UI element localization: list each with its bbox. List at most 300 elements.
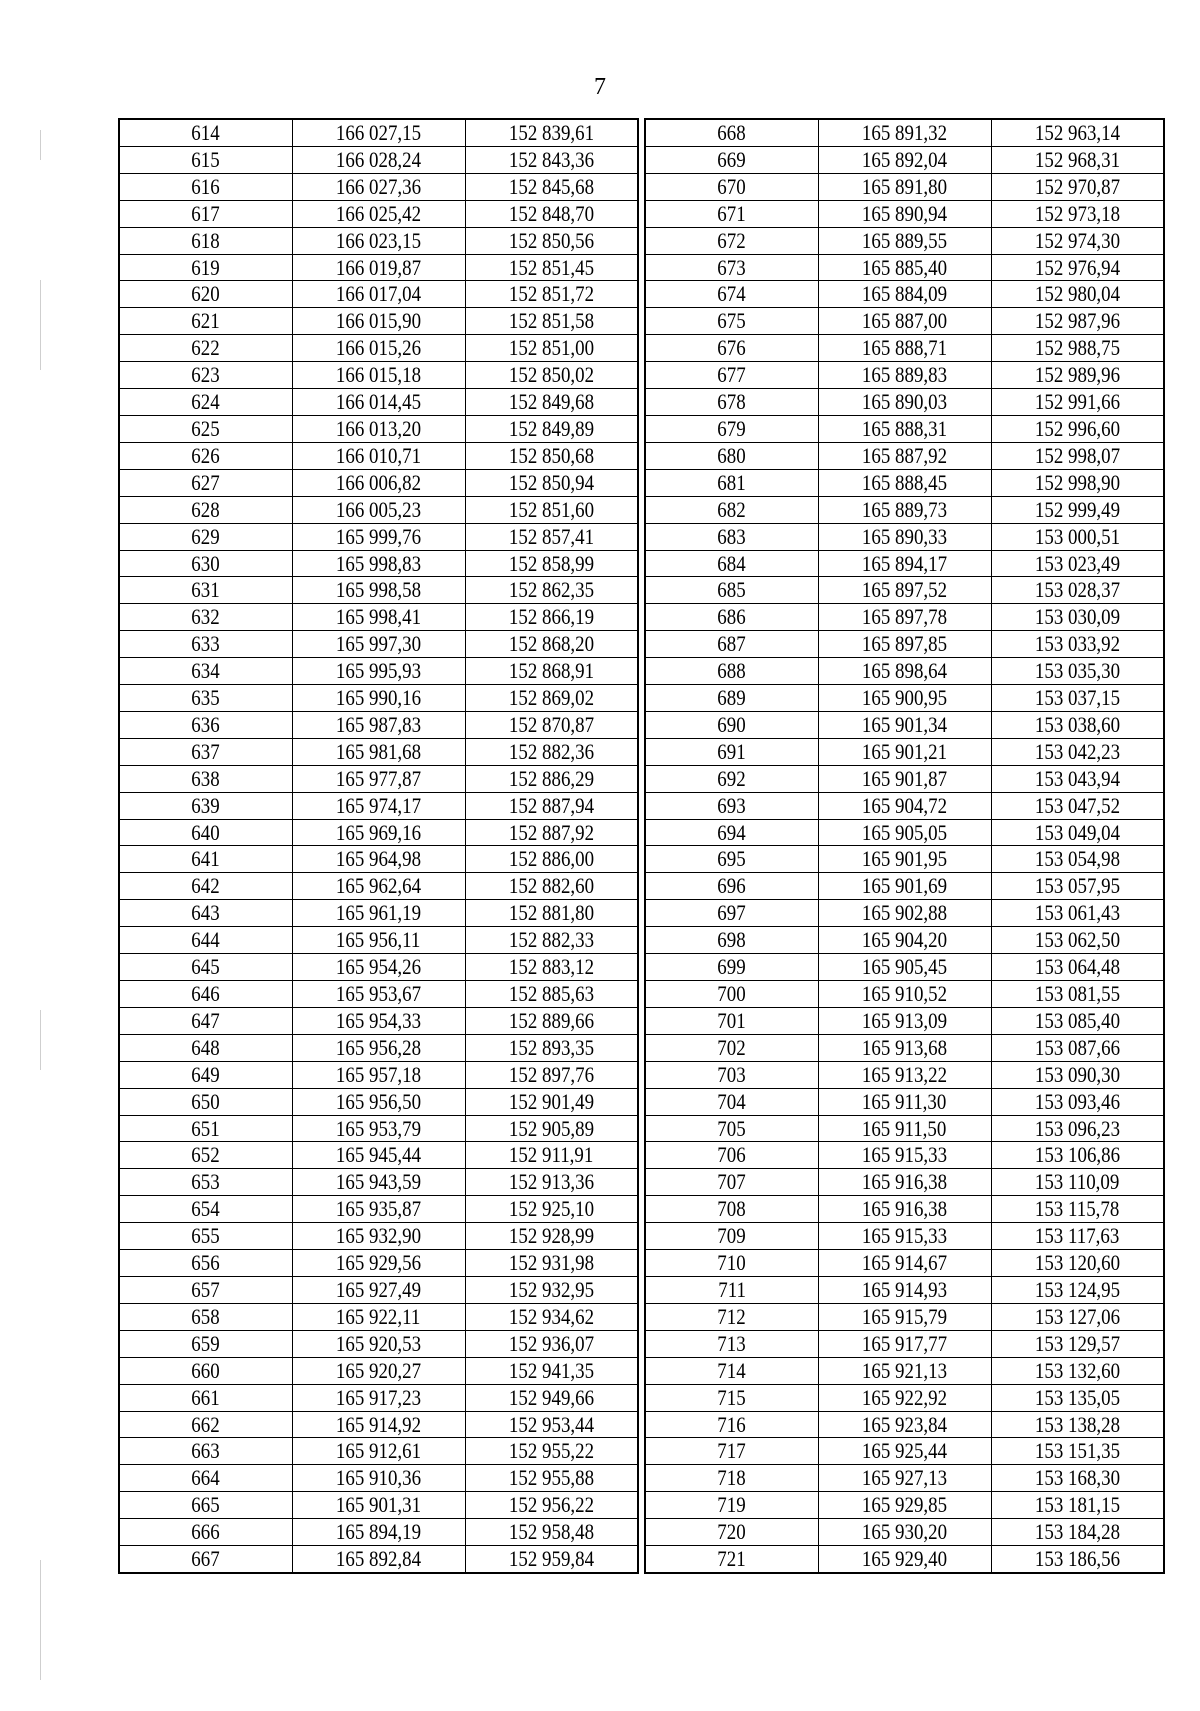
- cell-text: 165 897,52: [861, 577, 948, 603]
- cell-text: 152 991,66: [1034, 389, 1120, 415]
- table-row: [645, 146, 1164, 173]
- table-row: [119, 362, 638, 389]
- y-coordinate-cell: [465, 711, 638, 738]
- cell-text: 153 043,94: [1034, 765, 1120, 791]
- point-number-cell: [645, 442, 818, 469]
- cell-text: 152 934,62: [508, 1303, 594, 1329]
- y-coordinate-cell: [465, 173, 638, 200]
- cell-text: 165 929,40: [861, 1546, 948, 1572]
- table-row: [119, 146, 638, 173]
- point-number-cell: [119, 1465, 292, 1492]
- point-number-cell: [645, 819, 818, 846]
- y-coordinate-cell: [991, 792, 1164, 819]
- point-number-cell: [645, 765, 818, 792]
- y-coordinate-cell: [991, 119, 1164, 146]
- y-coordinate-cell: [991, 658, 1164, 685]
- cell-text: 165 995,93: [335, 658, 422, 684]
- y-coordinate-cell: [991, 1007, 1164, 1034]
- point-number-cell: [119, 631, 292, 658]
- point-number-cell: [645, 415, 818, 442]
- x-coordinate-cell: [292, 819, 465, 846]
- x-coordinate-cell: [292, 1546, 465, 1573]
- cell-text: 153 035,30: [1034, 658, 1120, 684]
- x-coordinate-cell: [292, 281, 465, 308]
- point-number-cell: [645, 1250, 818, 1277]
- point-number-cell: [119, 173, 292, 200]
- cell-text: 152 882,33: [508, 927, 594, 953]
- cell-text: 661: [191, 1384, 220, 1410]
- cell-text: 165 932,90: [335, 1223, 422, 1249]
- x-coordinate-cell: [818, 1169, 991, 1196]
- point-number-cell: [119, 1250, 292, 1277]
- table-row: [645, 173, 1164, 200]
- cell-text: 153 023,49: [1034, 550, 1120, 576]
- x-coordinate-cell: [818, 1438, 991, 1465]
- cell-text: 678: [717, 389, 746, 415]
- y-coordinate-cell: [465, 200, 638, 227]
- cell-text: 619: [191, 254, 220, 280]
- table-row: [645, 792, 1164, 819]
- table-row: [119, 981, 638, 1008]
- cell-text: 166 014,45: [335, 389, 422, 415]
- table-row: [119, 604, 638, 631]
- x-coordinate-cell: [292, 1357, 465, 1384]
- point-number-cell: [119, 1357, 292, 1384]
- cell-text: 649: [191, 1061, 220, 1087]
- cell-text: 664: [191, 1465, 220, 1491]
- x-coordinate-cell: [818, 1007, 991, 1034]
- point-number-cell: [645, 362, 818, 389]
- cell-text: 166 015,18: [335, 362, 422, 388]
- point-number-cell: [119, 604, 292, 631]
- y-coordinate-cell: [465, 362, 638, 389]
- y-coordinate-cell: [991, 1250, 1164, 1277]
- cell-text: 166 006,82: [335, 469, 422, 495]
- y-coordinate-cell: [465, 1438, 638, 1465]
- point-number-cell: [119, 1303, 292, 1330]
- x-coordinate-cell: [818, 738, 991, 765]
- point-number-cell: [645, 1061, 818, 1088]
- cell-text: 165 890,94: [861, 200, 948, 226]
- point-number-cell: [119, 1223, 292, 1250]
- scan-margin-mark: [40, 1010, 41, 1070]
- cell-text: 165 888,31: [861, 415, 948, 441]
- table-row: [119, 1411, 638, 1438]
- cell-text: 152 911,91: [509, 1142, 594, 1168]
- point-number-cell: [645, 523, 818, 550]
- point-number-cell: [119, 846, 292, 873]
- cell-text: 717: [717, 1438, 746, 1464]
- cell-text: 627: [191, 469, 220, 495]
- table-row: [119, 631, 638, 658]
- y-coordinate-cell: [465, 981, 638, 1008]
- cell-text: 633: [191, 631, 220, 657]
- cell-text: 153 135,05: [1034, 1384, 1120, 1410]
- table-row: [645, 1519, 1164, 1546]
- y-coordinate-cell: [991, 604, 1164, 631]
- y-coordinate-cell: [991, 308, 1164, 335]
- y-coordinate-cell: [991, 1303, 1164, 1330]
- y-coordinate-cell: [465, 1115, 638, 1142]
- cell-text: 153 090,30: [1034, 1061, 1120, 1087]
- y-coordinate-cell: [991, 631, 1164, 658]
- point-number-cell: [645, 1330, 818, 1357]
- cell-text: 152 882,36: [508, 738, 594, 764]
- point-number-cell: [645, 900, 818, 927]
- x-coordinate-cell: [292, 1411, 465, 1438]
- table-row: [645, 442, 1164, 469]
- table-row: [645, 254, 1164, 281]
- table-row: [645, 685, 1164, 712]
- cell-text: 165 901,69: [861, 873, 948, 899]
- cell-text: 153 181,15: [1034, 1492, 1120, 1518]
- point-number-cell: [119, 415, 292, 442]
- scan-margin-mark: [40, 130, 41, 160]
- table-row: [645, 227, 1164, 254]
- point-number-cell: [645, 658, 818, 685]
- table-row: [645, 469, 1164, 496]
- y-coordinate-cell: [991, 819, 1164, 846]
- y-coordinate-cell: [465, 335, 638, 362]
- point-number-cell: [119, 873, 292, 900]
- cell-text: 166 025,42: [335, 200, 422, 226]
- cell-text: 707: [717, 1169, 746, 1195]
- table-row: [119, 254, 638, 281]
- point-number-cell: [645, 604, 818, 631]
- x-coordinate-cell: [292, 200, 465, 227]
- cell-text: 629: [191, 523, 220, 549]
- x-coordinate-cell: [818, 577, 991, 604]
- table-row: [119, 1330, 638, 1357]
- table-row: [119, 1546, 638, 1573]
- cell-text: 152 850,94: [508, 469, 594, 495]
- x-coordinate-cell: [292, 1438, 465, 1465]
- point-number-cell: [119, 308, 292, 335]
- point-number-cell: [645, 738, 818, 765]
- cell-text: 712: [717, 1303, 746, 1329]
- cell-text: 640: [191, 819, 220, 845]
- y-coordinate-cell: [991, 1384, 1164, 1411]
- cell-text: 152 901,49: [508, 1088, 594, 1114]
- x-coordinate-cell: [818, 1357, 991, 1384]
- cell-text: 152 886,00: [508, 846, 594, 872]
- point-number-cell: [119, 550, 292, 577]
- cell-text: 716: [717, 1411, 746, 1437]
- point-number-cell: [645, 173, 818, 200]
- cell-text: 152 932,95: [508, 1276, 594, 1302]
- cell-text: 165 921,13: [861, 1357, 948, 1383]
- point-number-cell: [645, 981, 818, 1008]
- y-coordinate-cell: [465, 1142, 638, 1169]
- table-row: [645, 200, 1164, 227]
- point-number-cell: [645, 792, 818, 819]
- y-coordinate-cell: [991, 577, 1164, 604]
- point-number-cell: [119, 1519, 292, 1546]
- cell-text: 152 980,04: [1034, 281, 1120, 307]
- x-coordinate-cell: [292, 1034, 465, 1061]
- point-number-cell: [119, 1411, 292, 1438]
- table-row: [119, 469, 638, 496]
- y-coordinate-cell: [465, 389, 638, 416]
- cell-text: 679: [717, 415, 746, 441]
- point-number-cell: [645, 954, 818, 981]
- cell-text: 165 901,31: [335, 1492, 422, 1518]
- cell-text: 165 956,28: [335, 1034, 422, 1060]
- y-coordinate-cell: [991, 1169, 1164, 1196]
- table-row: [119, 765, 638, 792]
- cell-text: 152 886,29: [508, 765, 594, 791]
- cell-text: 165 953,67: [335, 981, 422, 1006]
- cell-text: 153 062,50: [1034, 927, 1120, 953]
- cell-text: 665: [191, 1492, 220, 1518]
- table-row: [119, 738, 638, 765]
- y-coordinate-cell: [991, 738, 1164, 765]
- point-number-cell: [645, 1196, 818, 1223]
- cell-text: 697: [717, 900, 746, 926]
- table-row: [645, 1061, 1164, 1088]
- x-coordinate-cell: [818, 1330, 991, 1357]
- cell-text: 615: [191, 146, 220, 172]
- cell-text: 153 057,95: [1034, 873, 1120, 899]
- cell-text: 721: [717, 1546, 746, 1572]
- cell-text: 165 915,33: [861, 1142, 948, 1168]
- cell-text: 165 884,09: [861, 281, 948, 307]
- x-coordinate-cell: [292, 550, 465, 577]
- point-number-cell: [119, 954, 292, 981]
- cell-text: 165 997,30: [335, 631, 422, 657]
- cell-text: 166 015,90: [335, 308, 422, 334]
- cell-text: 152 989,96: [1034, 362, 1120, 388]
- x-coordinate-cell: [818, 1411, 991, 1438]
- cell-text: 642: [191, 873, 220, 899]
- table-row: [119, 1276, 638, 1303]
- y-coordinate-cell: [465, 146, 638, 173]
- x-coordinate-cell: [818, 415, 991, 442]
- y-coordinate-cell: [465, 1465, 638, 1492]
- y-coordinate-cell: [991, 1519, 1164, 1546]
- cell-text: 152 928,99: [508, 1223, 594, 1249]
- table-row: [119, 550, 638, 577]
- point-number-cell: [119, 389, 292, 416]
- table-row: [119, 1142, 638, 1169]
- table-row: [645, 1196, 1164, 1223]
- cell-text: 670: [717, 173, 746, 199]
- cell-text: 702: [717, 1034, 746, 1060]
- x-coordinate-cell: [292, 469, 465, 496]
- x-coordinate-cell: [292, 254, 465, 281]
- cell-text: 153 037,15: [1034, 685, 1120, 711]
- cell-text: 166 019,87: [335, 254, 422, 280]
- cell-text: 701: [717, 1007, 746, 1033]
- cell-text: 152 850,56: [508, 227, 594, 253]
- point-number-cell: [119, 1088, 292, 1115]
- point-number-cell: [119, 496, 292, 523]
- table-row: [645, 927, 1164, 954]
- x-coordinate-cell: [292, 1223, 465, 1250]
- cell-text: 152 851,00: [508, 335, 594, 361]
- cell-text: 152 882,60: [508, 873, 594, 899]
- cell-text: 165 894,19: [335, 1519, 422, 1545]
- point-number-cell: [645, 254, 818, 281]
- y-coordinate-cell: [465, 469, 638, 496]
- table-row: [119, 1007, 638, 1034]
- table-row: [119, 685, 638, 712]
- cell-text: 153 168,30: [1034, 1465, 1120, 1491]
- table-row: [645, 523, 1164, 550]
- cell-text: 152 889,66: [508, 1007, 594, 1033]
- table-row: [645, 1411, 1164, 1438]
- x-coordinate-cell: [818, 442, 991, 469]
- cell-text: 165 998,41: [335, 604, 422, 630]
- x-coordinate-cell: [818, 1384, 991, 1411]
- x-coordinate-cell: [818, 1465, 991, 1492]
- cell-text: 152 893,35: [508, 1034, 594, 1060]
- x-coordinate-cell: [292, 1519, 465, 1546]
- cell-text: 152 956,22: [508, 1492, 594, 1518]
- cell-text: 706: [717, 1142, 746, 1168]
- point-number-cell: [119, 1115, 292, 1142]
- cell-text: 714: [717, 1357, 746, 1383]
- x-coordinate-cell: [818, 362, 991, 389]
- y-coordinate-cell: [991, 1546, 1164, 1573]
- cell-text: 153 120,60: [1034, 1250, 1120, 1276]
- table-row: [645, 496, 1164, 523]
- point-number-cell: [645, 1169, 818, 1196]
- cell-text: 165 957,18: [335, 1061, 422, 1087]
- y-coordinate-cell: [991, 927, 1164, 954]
- table-row: [645, 1330, 1164, 1357]
- point-number-cell: [119, 577, 292, 604]
- point-number-cell: [645, 1276, 818, 1303]
- y-coordinate-cell: [991, 846, 1164, 873]
- table-row: [645, 1276, 1164, 1303]
- cell-text: 153 047,52: [1034, 792, 1120, 818]
- scan-margin-mark: [40, 1560, 41, 1680]
- point-number-cell: [645, 846, 818, 873]
- y-coordinate-cell: [991, 711, 1164, 738]
- x-coordinate-cell: [818, 1034, 991, 1061]
- cell-text: 719: [717, 1492, 746, 1518]
- cell-text: 624: [191, 389, 220, 415]
- cell-text: 166 017,04: [335, 281, 422, 307]
- y-coordinate-cell: [991, 1330, 1164, 1357]
- cell-text: 165 922,92: [861, 1384, 948, 1410]
- cell-text: 152 925,10: [508, 1196, 594, 1222]
- cell-text: 645: [191, 954, 220, 980]
- table-row: [119, 200, 638, 227]
- cell-text: 153 081,55: [1034, 981, 1120, 1006]
- cell-text: 708: [717, 1196, 746, 1222]
- x-coordinate-cell: [292, 1007, 465, 1034]
- table-row: [645, 362, 1164, 389]
- cell-text: 165 964,98: [335, 846, 422, 872]
- cell-text: 165 901,34: [861, 711, 948, 737]
- table-row: [119, 1088, 638, 1115]
- table-row: [645, 604, 1164, 631]
- x-coordinate-cell: [292, 1169, 465, 1196]
- cell-text: 675: [717, 308, 746, 334]
- cell-text: 153 064,48: [1034, 954, 1120, 980]
- cell-text: 153 106,86: [1034, 1142, 1120, 1168]
- cell-text: 165 917,23: [335, 1384, 422, 1410]
- y-coordinate-cell: [465, 415, 638, 442]
- y-coordinate-cell: [465, 604, 638, 631]
- cell-text: 165 977,87: [335, 765, 422, 791]
- y-coordinate-cell: [465, 765, 638, 792]
- x-coordinate-cell: [292, 846, 465, 873]
- point-number-cell: [645, 1034, 818, 1061]
- point-number-cell: [119, 523, 292, 550]
- x-coordinate-cell: [292, 577, 465, 604]
- x-coordinate-cell: [818, 335, 991, 362]
- y-coordinate-cell: [991, 685, 1164, 712]
- x-coordinate-cell: [292, 900, 465, 927]
- cell-text: 152 976,94: [1034, 254, 1120, 280]
- point-number-cell: [645, 1384, 818, 1411]
- table-row: [119, 819, 638, 846]
- cell-text: 165 943,59: [335, 1169, 422, 1195]
- y-coordinate-cell: [465, 119, 638, 146]
- y-coordinate-cell: [991, 254, 1164, 281]
- y-coordinate-cell: [465, 254, 638, 281]
- cell-text: 166 028,24: [335, 146, 422, 172]
- x-coordinate-cell: [292, 1061, 465, 1088]
- cell-text: 165 974,17: [335, 792, 422, 818]
- cell-text: 668: [717, 120, 746, 145]
- table-row: [645, 1465, 1164, 1492]
- table-row: [119, 1250, 638, 1277]
- y-coordinate-cell: [465, 308, 638, 335]
- table-row: [119, 954, 638, 981]
- table-row: [645, 1007, 1164, 1034]
- cell-text: 655: [191, 1223, 220, 1249]
- cell-text: 621: [191, 308, 220, 334]
- cell-text: 639: [191, 792, 220, 818]
- cell-text: 718: [717, 1465, 746, 1491]
- cell-text: 650: [191, 1088, 220, 1114]
- cell-text: 153 038,60: [1034, 711, 1120, 737]
- cell-text: 165 885,40: [861, 254, 948, 280]
- point-number-cell: [119, 362, 292, 389]
- y-coordinate-cell: [991, 765, 1164, 792]
- y-coordinate-cell: [465, 227, 638, 254]
- y-coordinate-cell: [465, 738, 638, 765]
- cell-text: 165 990,16: [335, 685, 422, 711]
- cell-text: 153 184,28: [1034, 1519, 1120, 1545]
- point-number-cell: [645, 335, 818, 362]
- point-number-cell: [119, 685, 292, 712]
- table-row: [645, 658, 1164, 685]
- x-coordinate-cell: [292, 362, 465, 389]
- cell-text: 152 897,76: [508, 1061, 594, 1087]
- cell-text: 152 862,35: [508, 577, 594, 603]
- x-coordinate-cell: [818, 981, 991, 1008]
- cell-text: 165 935,87: [335, 1196, 422, 1222]
- cell-text: 165 910,36: [335, 1465, 422, 1491]
- table-row: [119, 335, 638, 362]
- y-coordinate-cell: [991, 335, 1164, 362]
- cell-text: 165 915,33: [861, 1223, 948, 1249]
- cell-text: 623: [191, 362, 220, 388]
- x-coordinate-cell: [292, 415, 465, 442]
- cell-text: 152 849,89: [508, 415, 594, 441]
- y-coordinate-cell: [991, 1411, 1164, 1438]
- cell-text: 165 892,84: [335, 1546, 422, 1572]
- point-number-cell: [645, 1223, 818, 1250]
- x-coordinate-cell: [292, 1384, 465, 1411]
- point-number-cell: [645, 1303, 818, 1330]
- y-coordinate-cell: [991, 1492, 1164, 1519]
